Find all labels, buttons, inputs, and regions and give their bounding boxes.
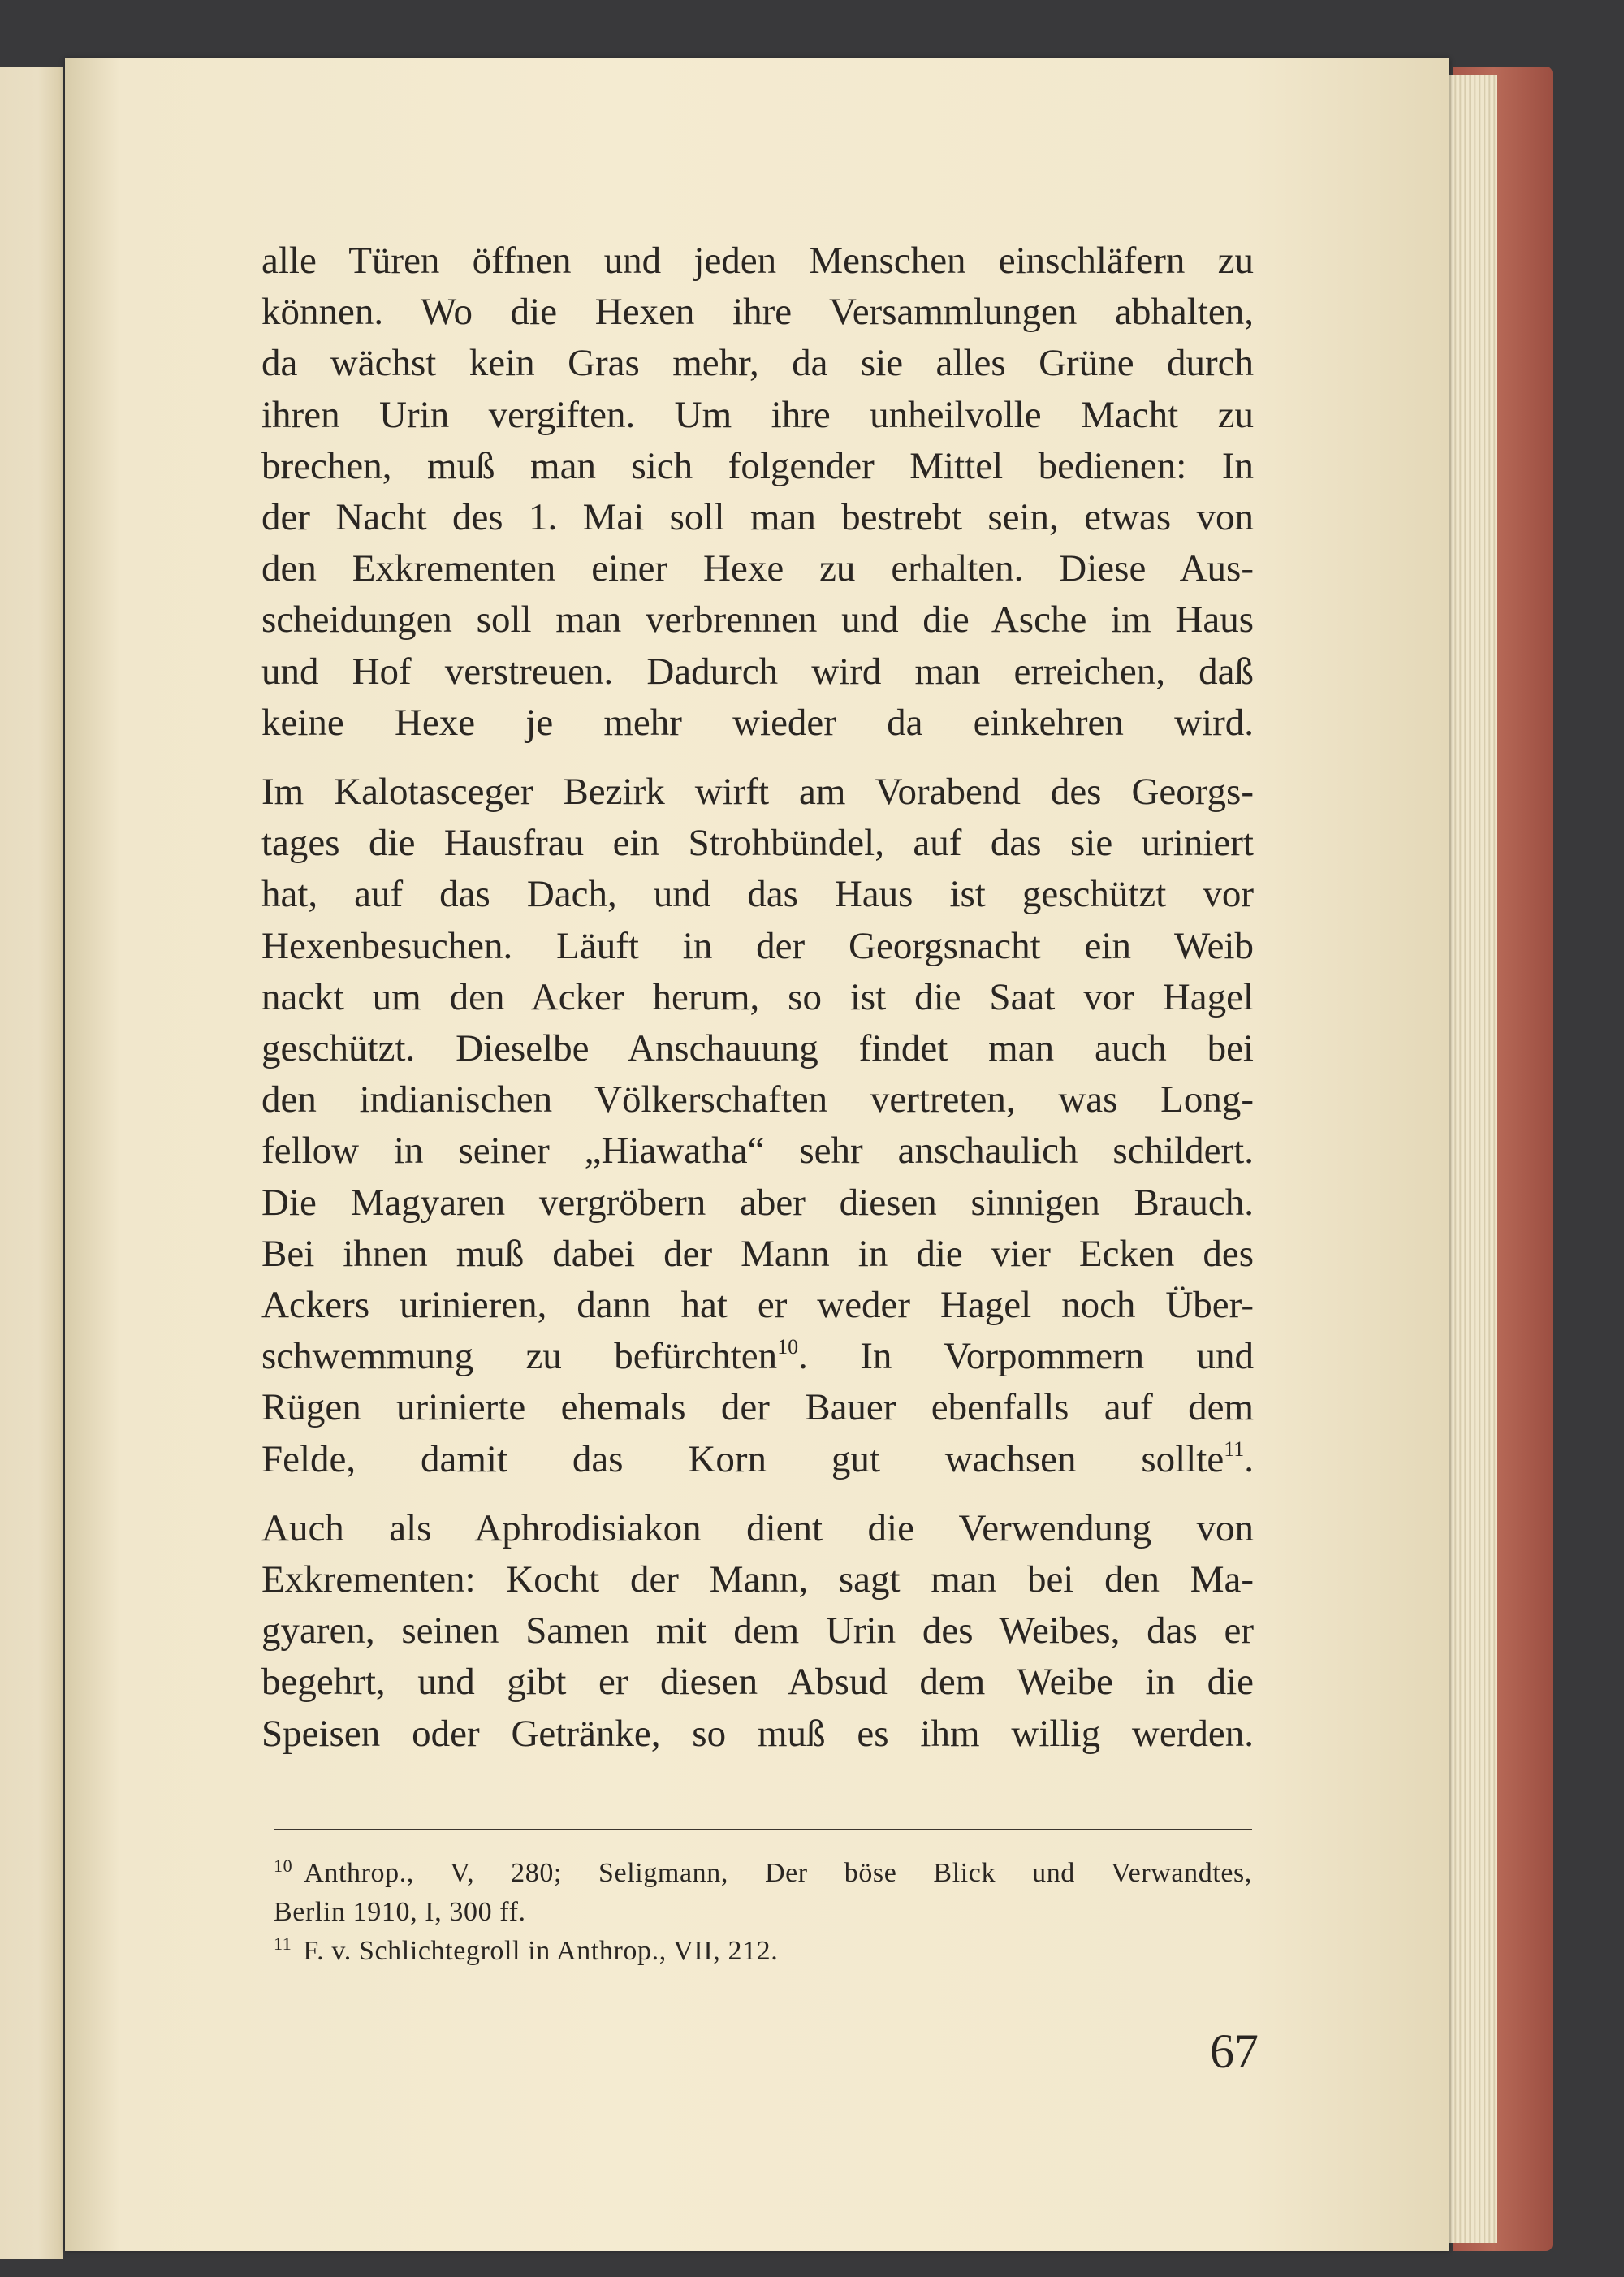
text-line: alle Türen öffnen und jeden Menschen einschläfern zu: [261, 240, 1254, 282]
text-line: Rügen urinierte ehemals der Bauer ebenfalls auf dem: [261, 1386, 1254, 1429]
text-fragment: . In Vorpommern und: [798, 1335, 1254, 1378]
book-page: [65, 58, 1449, 2251]
text-line: den indianischen Völkerschaften vertreten, was Long-: [261, 1078, 1254, 1121]
footnote-11: [274, 1932, 1252, 1971]
text-line: geschützt. Dieselbe Anschauung findet man auch bei: [261, 1027, 1254, 1070]
text-line: können. Wo die Hexen ihre Versammlungen abhalten,: [261, 291, 1254, 334]
text-line: den Exkrementen einer Hexe zu erhalten. Diese Aus-: [261, 547, 1254, 590]
text-line: Speisen oder Getränke, so muß es ihm willig werden.: [261, 1712, 1254, 1755]
text-line: brechen, muß man sich folgender Mittel bedienen: In: [261, 444, 1254, 487]
text-line: keine Hexe je mehr wieder da einkehren wird.: [261, 701, 1254, 744]
text-line: Exkrementen: Kocht der Mann, sagt man bei den Ma-: [261, 1558, 1254, 1601]
text-line: Bei ihnen muß dabei der Mann in die vier Ecken des: [261, 1232, 1254, 1275]
text-line: Im Kalotasceger Bezirk wirft am Vorabend des Georgs-: [261, 771, 1254, 814]
text-line: begehrt, und gibt er diesen Absud dem Weibe in die: [261, 1661, 1254, 1704]
footnotes: [274, 1854, 1252, 1971]
footnote-reference: 10: [777, 1334, 799, 1359]
text-line: der Nacht des 1. Mai soll man bestrebt sein, etwas von: [261, 496, 1254, 539]
text-line: und Hof verstreuen. Dadurch wird man erreichen, daß: [261, 650, 1254, 693]
text-line: tages die Hausfrau ein Strohbündel, auf das sie uriniert: [261, 822, 1254, 865]
footnote-reference: 11: [1224, 1437, 1245, 1462]
text-line: gyaren, seinen Samen mit dem Urin des Weibes, das er: [261, 1609, 1254, 1653]
paragraph-1: [261, 235, 1254, 749]
text-line: nackt um den Acker herum, so ist die Saat vor Hagel: [261, 975, 1254, 1018]
text-line: Die Magyaren vergröbern aber diesen sinnigen Brauch.: [261, 1181, 1254, 1224]
paragraph-2: [261, 767, 1254, 1485]
footnote-mark: 10: [274, 1855, 293, 1876]
body-text: [261, 235, 1254, 1778]
text-line: fellow in seiner „Hiawatha“ sehr anschaulich schildert.: [261, 1130, 1254, 1173]
text-fragment: Felde, damit das Korn gut wachsen sollte: [261, 1437, 1224, 1480]
text-line: Ackers urinieren, dann hat er weder Hagel noch Über-: [261, 1284, 1254, 1327]
footnote-text: Anthrop., V, 280; Seligmann, Der böse Blick und Verwandtes,: [304, 1858, 1252, 1888]
text-line: ihren Urin vergiften. Um ihre unheilvolle Macht zu: [261, 393, 1254, 436]
footnote-10: [274, 1854, 1252, 1893]
text-line: hat, auf das Dach, und das Haus ist geschützt vor: [261, 873, 1254, 916]
text-fragment: schwemmung zu befürchten: [261, 1335, 778, 1378]
text-line: da wächst kein Gras mehr, da sie alles Grüne durch: [261, 342, 1254, 385]
footnote-separator: [274, 1829, 1252, 1830]
footnote-10-continuation: Berlin 1910, I, 300 ff.: [274, 1897, 526, 1927]
footnote-text: F. v. Schlichtegroll in Anthrop., VII, 212.: [303, 1936, 779, 1966]
text-line-with-footnote: [261, 1331, 1254, 1382]
text-line: scheidungen soll man verbrennen und die Asche im Haus: [261, 598, 1254, 642]
paragraph-3: [261, 1503, 1254, 1760]
page-stack-edges: [1447, 75, 1497, 2243]
text-fragment: .: [1244, 1437, 1254, 1480]
facing-page-edge: [0, 67, 63, 2259]
text-line: Hexenbesuchen. Läuft in der Georgsnacht ein Weib: [261, 924, 1254, 967]
page-number: 67: [1210, 2024, 1259, 2078]
footnote-mark: 11: [274, 1933, 292, 1954]
text-line: Auch als Aphrodisiakon dient die Verwendung von: [261, 1506, 1254, 1549]
text-line-with-footnote: [261, 1434, 1254, 1485]
